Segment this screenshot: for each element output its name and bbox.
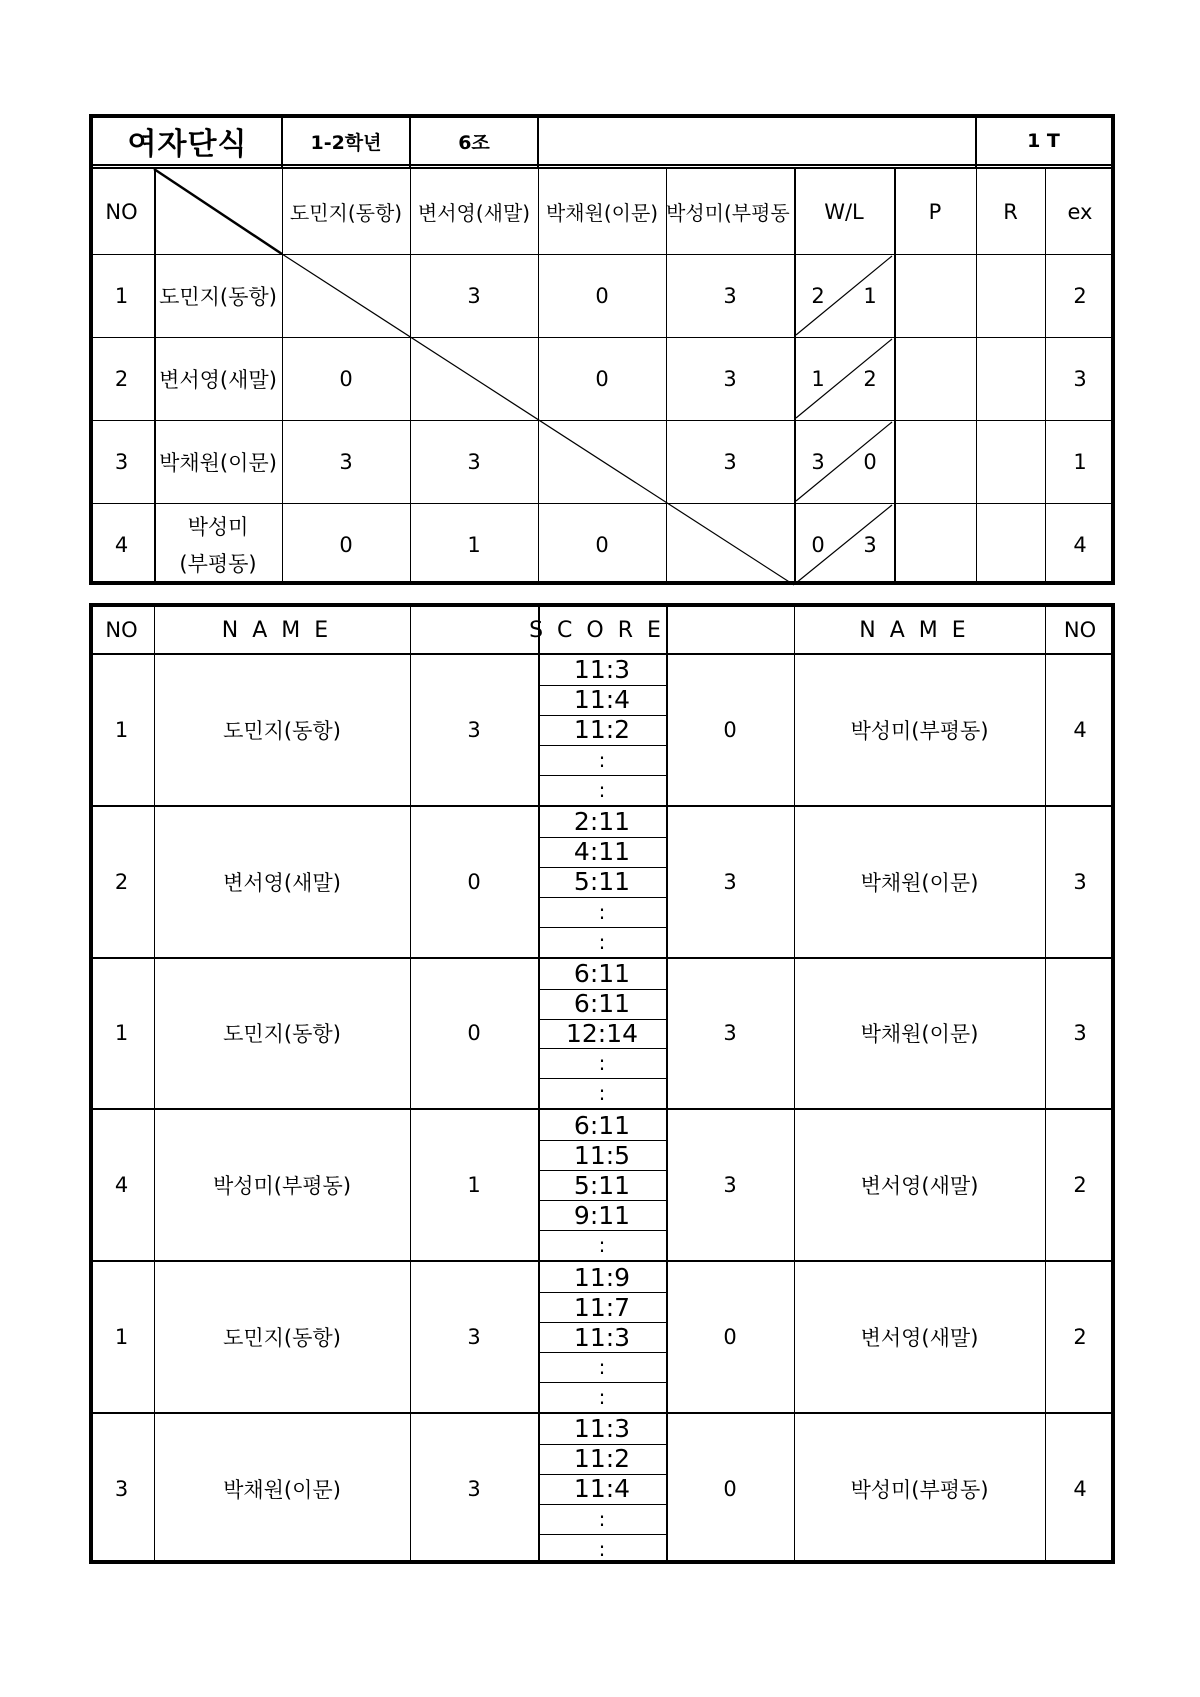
game-score: 11:2 [573,715,631,745]
match-right-player: 박채원(이문) [860,1022,979,1047]
match-right-player: 박성미(부평동) [850,1477,989,1502]
wins-value: 1 [811,367,825,391]
game-score: 11:2 [573,1444,631,1474]
game-score: : [598,929,606,954]
round-label: 1 T [1027,130,1060,152]
match-right-player: 변서영(새말) [860,1326,979,1351]
game-score: 11:5 [573,1140,631,1170]
row-player-name: 도민지(동항) [159,285,277,309]
row-no: 2 [114,367,129,391]
game-score: : [598,1051,606,1076]
row-no: 1 [114,284,129,308]
game-score: : [598,1536,606,1561]
match-left-sets: 3 [467,717,481,742]
match-left-sets: 0 [467,869,481,894]
ex-value: 3 [1073,367,1087,391]
match-left-player: 도민지(동항) [223,718,341,743]
ex-value: 2 [1073,284,1087,308]
rank-value [976,504,1045,585]
match-right-no: 4 [1073,1476,1087,1501]
match-left-sets: 3 [467,1476,481,1501]
losses-value: 0 [863,450,877,474]
col-header-player: 도민지(동항) [289,201,403,225]
match-right-sets: 0 [723,1325,737,1350]
match-left-player: 박성미(부평동) [212,1174,352,1199]
match-score-cell: 3 [723,367,737,391]
points-value [894,255,976,337]
game-score: 11:3 [573,1414,631,1444]
match-right-no: 3 [1073,869,1087,894]
game-score: 2:11 [573,807,631,837]
match-left-player: 도민지(동항) [223,1326,341,1351]
group-label: 6조 [458,131,490,154]
match-score-cell: 0 [339,367,353,391]
row-player-name: 박성미 [187,515,249,540]
match-score-cell: 0 [595,367,609,391]
game-score: 5:11 [573,1170,631,1200]
wins-value: 3 [811,450,825,474]
match-left-sets: 3 [467,1325,481,1350]
game-score: 11:7 [573,1292,631,1322]
game-score: : [598,1506,606,1531]
game-score: 5:11 [573,867,631,897]
rank-value [976,255,1045,337]
match-right-no: 2 [1073,1173,1087,1198]
match-right-player: 박채원(이문) [860,870,979,895]
sheet-title: 여자단식 [127,127,248,162]
match-left-no: 3 [114,1476,129,1501]
points-value [894,504,976,585]
match-left-no: 1 [114,1325,129,1350]
points-value [894,421,976,503]
match-score-cell [282,255,410,337]
match-left-no: 1 [114,717,129,742]
game-score: : [598,777,606,802]
match-score-cell: 0 [339,532,353,557]
col-header-no: NO [105,199,138,224]
losses-value: 1 [863,284,877,308]
game-score: 9:11 [573,1200,631,1230]
row-player-name: 박채원(이문) [159,451,277,475]
col-header-player: 박채원(이문) [545,201,659,225]
match-header-score: SCORE [529,617,675,643]
game-score: : [598,1385,606,1409]
game-score: : [598,899,606,924]
ex-value: 4 [1073,532,1087,557]
match-header-name-right: NAME [859,617,980,643]
match-header-no-left: NO [105,618,138,642]
game-score: 11:3 [573,655,631,685]
match-right-sets: 3 [723,869,737,894]
game-score: 11:3 [573,1322,631,1352]
match-right-player: 박성미(부평동) [850,718,989,743]
match-score-cell: 1 [467,532,481,557]
match-right-sets: 0 [723,717,737,742]
game-score: 6:11 [573,959,631,989]
match-left-player: 변서영(새말) [223,870,341,895]
wins-value: 2 [811,284,825,308]
match-score-cell: 0 [595,284,609,308]
row-no: 4 [114,532,129,557]
game-score: : [598,1355,606,1380]
match-left-player: 도민지(동항) [223,1022,341,1047]
row-no: 3 [114,450,129,474]
ex-value: 1 [1073,450,1087,474]
game-score: 11:9 [573,1262,631,1292]
match-left-no: 1 [114,1021,129,1046]
game-score: 11:4 [573,685,631,715]
game-score: 12:14 [565,1018,639,1048]
col-header-wl: W/L [824,199,864,224]
match-score-cell: 3 [467,284,481,308]
rank-value [976,338,1045,420]
match-score-cell: 3 [339,450,353,474]
losses-value: 2 [863,367,877,391]
match-right-sets: 3 [723,1173,737,1198]
match-left-no: 2 [114,869,129,894]
col-header-player: 박성미(부평동 [666,201,790,225]
game-score: : [598,747,606,772]
col-header-player: 변서영(새말) [417,201,531,225]
row-player-club: (부평동) [179,551,257,576]
game-score: 4:11 [573,837,631,867]
game-score: : [598,1233,606,1258]
losses-value: 3 [863,532,877,557]
match-score-cell: 3 [723,284,737,308]
match-right-player: 변서영(새말) [860,1174,979,1199]
col-header-p: P [928,199,942,224]
match-right-no: 4 [1073,717,1087,742]
match-score-cell: 0 [595,532,609,557]
match-left-sets: 1 [467,1173,481,1198]
game-score: 6:11 [573,989,631,1019]
wins-value: 0 [811,532,825,557]
match-left-no: 4 [114,1173,129,1198]
match-header-name-left: NAME [221,617,343,643]
col-header-ex: ex [1067,199,1093,224]
game-score: 11:4 [573,1474,631,1504]
match-right-no: 2 [1073,1325,1087,1350]
grade-label: 1-2학년 [310,131,382,154]
points-value [894,338,976,420]
match-left-sets: 0 [467,1021,481,1046]
match-score-cell: 3 [723,450,737,474]
game-score: 6:11 [573,1110,631,1140]
match-right-sets: 0 [723,1476,737,1501]
match-header-no-right: NO [1063,618,1097,642]
match-score-cell [666,504,794,585]
match-score-cell [538,421,666,503]
corner-diagonal [154,169,282,254]
match-score-cell: 3 [467,450,481,474]
match-right-no: 3 [1073,1021,1087,1046]
rank-value [976,421,1045,503]
game-score: : [598,1081,606,1106]
col-header-r: R [1003,199,1018,224]
match-right-sets: 3 [723,1021,737,1046]
match-score-cell [410,338,538,420]
row-player-name: 변서영(새말) [159,368,277,392]
match-left-player: 박채원(이문) [223,1477,341,1502]
